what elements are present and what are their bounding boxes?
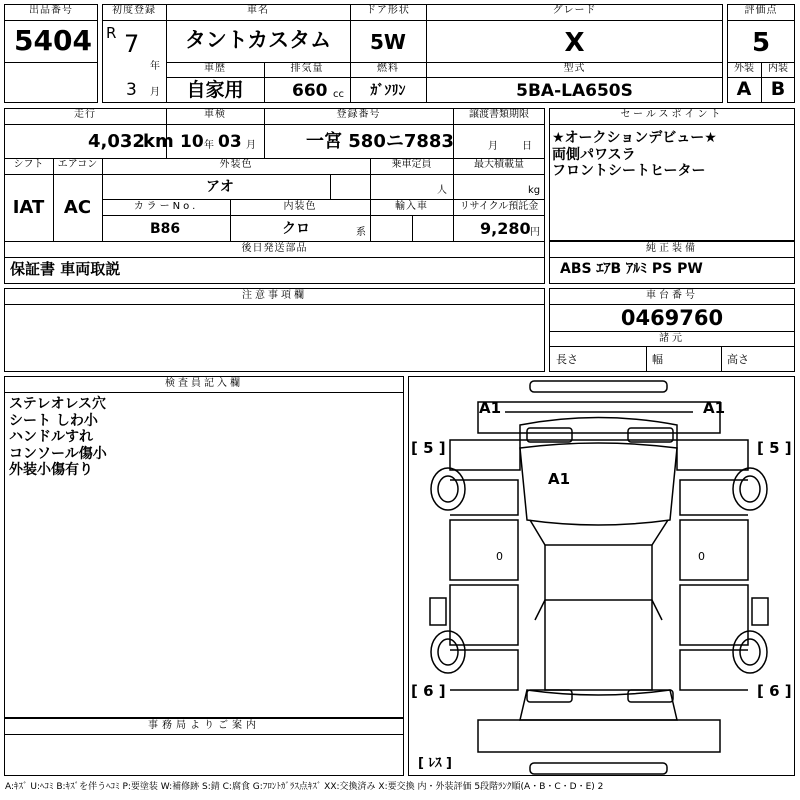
interior-color-label: 内装色 — [283, 201, 317, 212]
interior-grade: B — [770, 78, 786, 100]
interior-color-unit: 系 — [356, 227, 366, 238]
exterior-color: アオ — [206, 179, 234, 195]
inspection-month-unit: 月 — [246, 140, 256, 151]
grade: X — [564, 28, 585, 58]
model-code: 5BA-LA650S — [516, 81, 633, 101]
inspector-comments: ステレオレス穴 シート しわ小 ハンドルすれ コンソール傷小 外装小傷有り — [9, 396, 107, 479]
fuel-label: 燃料 — [377, 63, 399, 74]
car-name: タントカスタム — [184, 28, 332, 52]
score-label: 評価点 — [744, 5, 778, 16]
shift: IAT — [12, 197, 45, 218]
office-label: 事務局よりご案内 — [148, 720, 260, 731]
inspector-label: 検査員記入欄 — [165, 378, 243, 389]
tire-tread-front-left: [ 5 ] — [411, 439, 446, 457]
exterior-color-label: 外装色 — [219, 159, 253, 170]
grade-label: グレード — [552, 5, 597, 16]
legend: A:ｷｽﾞ U:ﾍｺﾐ B:ｷｽﾞを伴うﾍｺﾐ P:要塗装 W:補修跡 S:錆 C:腐食 G:ﾌﾛﾝﾄｶﾞﾗｽ点ｷｽﾞ XX:交換済み X:要交換 内・外装評価 5段階ﾗﾝｸ順(A・B・C・D・E) 2 — [5, 782, 604, 792]
car-name-label: 車名 — [247, 5, 269, 16]
vehicle-history: 自家用 — [186, 79, 244, 101]
chassis-number: 0469760 — [620, 306, 724, 330]
transfer-month-unit: 月 — [488, 141, 498, 152]
registration-number-label: 登録番号 — [336, 109, 381, 120]
tire-tread-rear-left: [ 6 ] — [411, 682, 446, 700]
inspection-year: 10 — [180, 132, 204, 152]
spare-tire: [ ﾚｽ ] — [418, 756, 452, 771]
mileage: 4,032 — [88, 131, 145, 152]
displacement-label: 排気量 — [290, 63, 324, 74]
exterior-label: 外装 — [734, 63, 754, 74]
door-mark-right: 0 — [698, 550, 705, 563]
exterior-grade: A — [736, 78, 752, 100]
tire-tread-front-right: [ 5 ] — [757, 439, 792, 457]
vehicle-history-label: 車歴 — [204, 63, 226, 74]
lot-number: 5404 — [14, 24, 92, 57]
sales-points-label: セールスポイント — [620, 109, 724, 120]
door-mark-left: 0 — [496, 550, 503, 563]
damage-mark-front-right: A1 — [703, 399, 726, 417]
model-code-label: 型式 — [563, 63, 586, 74]
month-unit: 月 — [150, 87, 160, 98]
mileage-label: 走行 — [74, 109, 96, 120]
door-type: 5W — [370, 30, 406, 54]
notes-label: 注意事項欄 — [242, 290, 307, 301]
chassis-number-label: 車台番号 — [646, 290, 698, 301]
first-registration-month: 3 — [126, 80, 137, 100]
equipment: ABS ｴｱB ｱﾙﾐ PS PW — [560, 261, 703, 277]
displacement: 660 — [292, 81, 328, 101]
color-number: B86 — [150, 221, 181, 237]
damage-mark-roof: A1 — [548, 470, 571, 488]
damage-mark-front-left: A1 — [479, 399, 502, 417]
inspection-year-unit: 年 — [204, 140, 214, 151]
interior-label: 内装 — [768, 63, 788, 74]
height-label: 高さ — [727, 353, 749, 366]
inspection-label: 車検 — [204, 109, 226, 120]
registration-number: 一宮 580ニ7883 — [306, 131, 454, 152]
capacity-unit: 人 — [437, 185, 447, 196]
aircon-label: エアコン — [57, 159, 98, 170]
transfer-docs-label: 譲渡書類期限 — [469, 109, 529, 120]
color-number-label: カラーNo. — [133, 201, 199, 212]
specs-label: 諸元 — [659, 333, 685, 344]
width-label: 幅 — [652, 353, 663, 366]
capacity-label: 乗車定員 — [391, 159, 432, 170]
max-load-unit: kg — [528, 185, 541, 196]
equipment-label: 純正装備 — [646, 243, 698, 254]
displacement-unit: cc — [333, 89, 344, 100]
door-type-label: ドア形状 — [366, 5, 410, 16]
sales-points: ★オークションデビュー★ 両側パワスラ フロントシートヒーター — [552, 130, 717, 180]
transfer-day-unit: 日 — [522, 141, 532, 152]
fuel: ｶﾞｿﾘﾝ — [370, 83, 406, 99]
inspection-month: 03 — [218, 132, 242, 152]
interior-color: クロ — [282, 221, 310, 237]
era-code: R — [106, 24, 117, 42]
lot-number-label: 出品番号 — [29, 5, 73, 16]
first-registration-label: 初度登録 — [112, 5, 156, 16]
mileage-unit: km — [143, 131, 174, 152]
year-unit: 年 — [150, 61, 160, 72]
max-load-label: 最大積載量 — [474, 159, 524, 170]
aircon: AC — [63, 197, 92, 218]
length-label: 長さ — [556, 353, 578, 366]
recycle-deposit: 9,280 — [480, 219, 531, 238]
import-car-label: 輸入車 — [395, 201, 428, 212]
recycle-deposit-label: リサイクル預託金 — [459, 201, 539, 212]
first-registration-year: 7 — [124, 30, 140, 58]
recycle-deposit-unit: 円 — [530, 227, 540, 238]
shift-label: シフト — [13, 159, 44, 170]
later-parts: 保証書 車両取説 — [10, 260, 121, 278]
later-parts-label: 後日発送部品 — [241, 243, 308, 254]
tire-tread-rear-right: [ 6 ] — [757, 682, 792, 700]
score: 5 — [751, 28, 771, 58]
